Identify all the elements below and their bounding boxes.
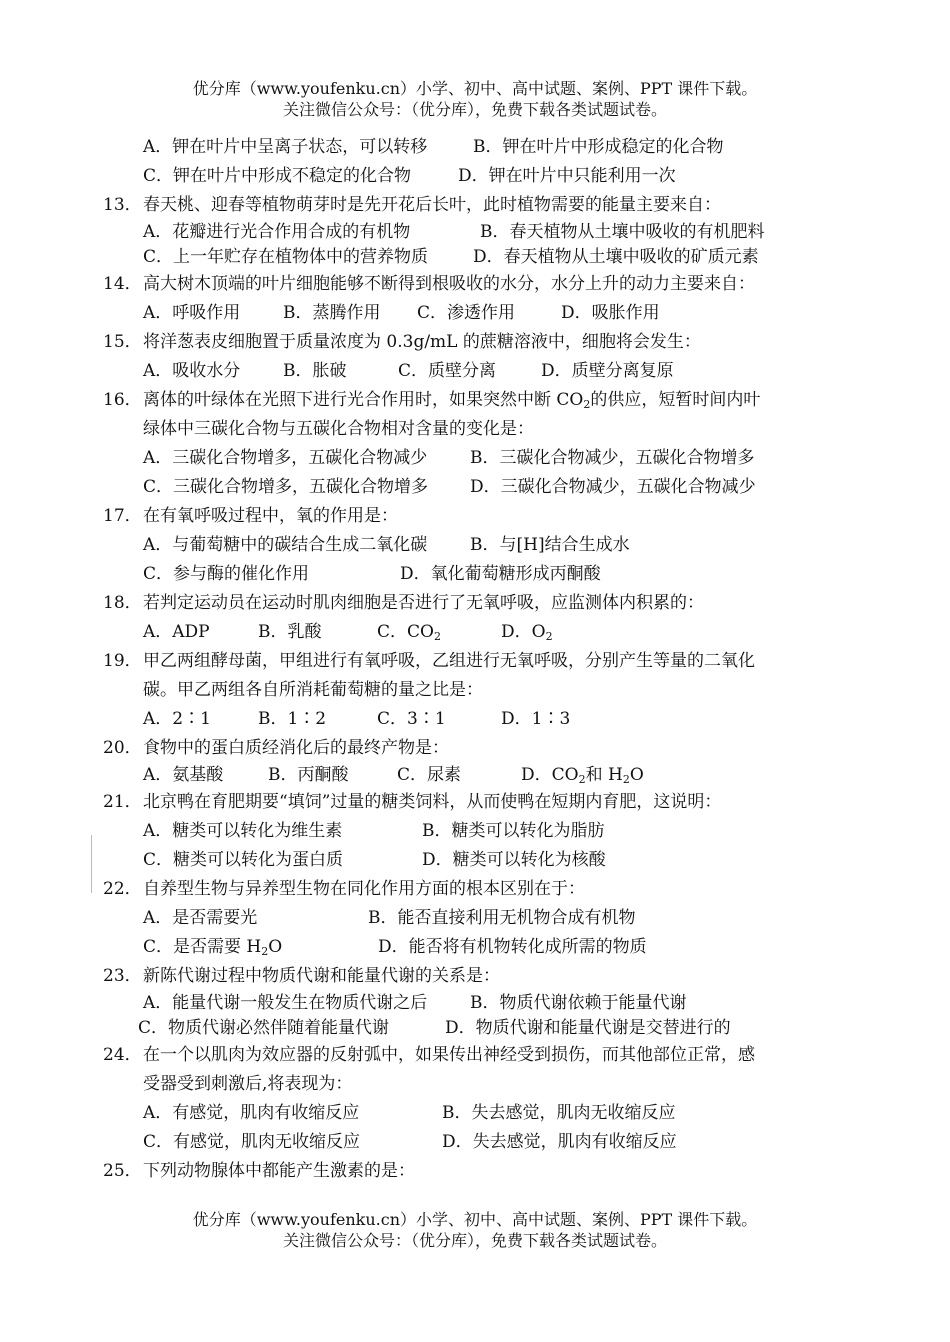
q13-options-row-1 (0, 220, 950, 245)
q18-option-d-text: D．O (501, 622, 546, 642)
q23-stem-row (0, 962, 950, 991)
q20-stem: 食物中的蛋白质经消化后的最终产物是： (143, 738, 449, 758)
q21-option-d: D．糖类可以转化为核酸 (422, 850, 606, 870)
q12-option-a: A．钾在叶片中呈离子状态，可以转移 (143, 137, 428, 157)
q12-option-d: D．钾在叶片中只能利用一次 (458, 166, 676, 186)
q22-option-c (143, 933, 282, 962)
q16-options-row-2 (0, 473, 950, 502)
q13-options-row-2 (0, 245, 950, 270)
q22-options-row-1 (0, 904, 950, 933)
q25-stem: 下列动物腺体中都能产生激素的是： (143, 1161, 415, 1181)
header-line-1: 优分库（www.youfenku.cn）小学、初中、高中试题、案例、PPT 课件下载。 (192, 79, 758, 98)
q18-option-b: B．乳酸 (258, 622, 322, 642)
q16-options-row-1 (0, 444, 950, 473)
q22-option-d: D．能否将有机物转化成所需的物质 (378, 937, 647, 957)
q22-option-b: B．能否直接利用无机物合成有机物 (368, 908, 636, 928)
q13-option-b: B．春天植物从土壤中吸收的有机肥料 (480, 222, 765, 242)
q16-stem-continued: 绿体中三碳化合物与五碳化合物相对含量的变化是： (143, 419, 534, 439)
q14-option-b: B．蒸腾作用 (283, 303, 381, 323)
q16-stem-subscript: 2 (583, 398, 591, 411)
q22-options-row-2 (0, 933, 950, 962)
footer-line-2: 关注微信公众号：（优分库），免费下载各类试题试卷。 (282, 1231, 667, 1250)
q16-option-c: C．三碳化合物增多，五碳化合物增多 (143, 477, 429, 497)
q17-option-b: B．与[H]结合生成水 (470, 535, 630, 555)
q13-number: 13． (103, 195, 142, 215)
q17-options-row-1 (0, 531, 950, 560)
q12-option-c: C．钾在叶片中形成不稳定的化合物 (143, 166, 412, 186)
q13-option-d: D．春天植物从土壤中吸收的矿质元素 (473, 247, 759, 267)
q17-option-d: D．氧化葡萄糖形成丙酮酸 (400, 564, 601, 584)
q24-stem-row (0, 1041, 950, 1070)
q18-option-a: A．ADP (143, 622, 210, 642)
q19-stem-continued: 碳。甲乙两组各自所消耗葡萄糖的量之比是： (143, 680, 483, 700)
q18-stem-row (0, 589, 950, 618)
q19-stem-row-2 (0, 676, 950, 705)
q20-options-row (0, 763, 950, 788)
q20-option-b: B．丙酮酸 (268, 765, 349, 785)
q20-option-d-part-1: D．CO (521, 765, 579, 785)
page-footer (0, 1209, 950, 1251)
q24-option-b: B．失去感觉，肌肉无收缩反应 (442, 1103, 676, 1123)
q15-option-a: A．吸收水分 (143, 361, 241, 381)
q20-option-d-part-3: O (629, 765, 644, 785)
q24-stem: 在一个以肌肉为效应器的反射弧中，如果传出神经受到损伤，而其他部位正常，感 (143, 1045, 755, 1065)
q20-number: 20． (103, 738, 142, 758)
q17-options-row-2 (0, 560, 950, 589)
q21-options-row-1 (0, 817, 950, 846)
q18-option-d-subscript: 2 (545, 630, 553, 643)
q13-stem-row (0, 191, 950, 220)
q20-option-a: A．氨基酸 (143, 765, 224, 785)
q13-option-c: C．上一年贮存在植物体中的营养物质 (143, 247, 429, 267)
q24-options-row-2 (0, 1128, 950, 1157)
q19-stem-row (0, 647, 950, 676)
q18-stem: 若判定运动员在运动时肌肉细胞是否进行了无氧呼吸，应监测体内积累的： (143, 593, 704, 613)
q16-option-a: A．三碳化合物增多，五碳化合物减少 (143, 448, 428, 468)
q19-option-b: B．1∶2 (258, 709, 327, 729)
q24-option-c: C．有感觉，肌肉无收缩反应 (143, 1132, 361, 1152)
q24-stem-row-2 (0, 1070, 950, 1099)
q25-stem-row (0, 1157, 950, 1186)
q18-number: 18． (103, 593, 142, 613)
q19-option-a: A．2∶1 (143, 709, 211, 729)
q15-option-b: B．胀破 (283, 361, 347, 381)
q21-option-c: C．糖类可以转化为蛋白质 (143, 850, 344, 870)
q13-stem: 春天桃、迎春等植物萌芽时是先开花后长叶，此时植物需要的能量主要来自： (143, 195, 721, 215)
q19-option-c: C．3∶1 (377, 709, 446, 729)
q18-option-c-subscript: 2 (433, 630, 441, 643)
q14-number: 14． (103, 274, 142, 294)
q14-option-d: D．吸胀作用 (561, 303, 660, 323)
q22-number: 22． (103, 879, 142, 899)
q20-option-d-subscript-1: 2 (578, 773, 586, 786)
q12-options-row-2 (0, 162, 950, 191)
q22-option-c-subscript: 2 (261, 945, 269, 958)
q17-stem: 在有氧呼吸过程中，氧的作用是： (143, 506, 398, 526)
q19-stem: 甲乙两组酵母菌，甲组进行有氧呼吸，乙组进行无氧呼吸，分别产生等量的二氧化 (143, 651, 755, 671)
q15-option-d: D．质壁分离复原 (541, 361, 674, 381)
q19-number: 19． (103, 651, 142, 671)
q20-stem-row (0, 734, 950, 763)
q23-option-c: C．物质代谢必然伴随着能量代谢 (138, 1018, 390, 1038)
q16-number: 16． (103, 390, 142, 410)
q24-options-row-1 (0, 1099, 950, 1128)
q14-options-row (0, 299, 950, 328)
q23-option-d: D．物质代谢和能量代谢是交替进行的 (445, 1018, 731, 1038)
q22-option-a: A．是否需要光 (143, 908, 258, 928)
q17-option-c: C．参与酶的催化作用 (143, 564, 310, 584)
q16-stem-part-1: 离体的叶绿体在光照下进行光合作用时，如果突然中断 CO (143, 390, 584, 410)
q23-stem: 新陈代谢过程中物质代谢和能量代谢的关系是： (143, 966, 500, 986)
q12-options-row-1 (0, 133, 950, 162)
q20-option-d (521, 763, 644, 788)
q15-stem-row (0, 328, 950, 357)
q24-option-d: D．失去感觉，肌肉有收缩反应 (442, 1132, 677, 1152)
q18-options-row (0, 618, 950, 647)
q22-stem: 自养型生物与异养型生物在同化作用方面的根本区别在于： (143, 879, 585, 899)
q24-option-a: A．有感觉，肌肉有收缩反应 (143, 1103, 360, 1123)
q15-options-row (0, 357, 950, 386)
q22-stem-row (0, 875, 950, 904)
q23-number: 23． (103, 966, 142, 986)
q18-option-c (377, 618, 441, 647)
q23-option-a: A．能量代谢一般发生在物质代谢之后 (143, 993, 428, 1013)
q17-option-a: A．与葡萄糖中的碳结合生成二氧化碳 (143, 535, 428, 555)
q16-stem-part-2: 的供应，短暂时间内叶 (590, 390, 761, 410)
q16-stem (143, 386, 760, 415)
question-list (0, 133, 950, 1186)
q16-stem-row-2 (0, 415, 950, 444)
q15-number: 15． (103, 332, 142, 352)
q21-stem-row (0, 788, 950, 817)
q18-option-d (501, 618, 553, 647)
q15-stem: 将洋葱表皮细胞置于质量浓度为 0.3g/mL 的蔗糖溶液中，细胞将会发生： (143, 332, 701, 352)
q23-options-row-2 (0, 1016, 950, 1041)
q16-option-b: B．三碳化合物减少，五碳化合物增多 (470, 448, 755, 468)
q20-option-c: C．尿素 (397, 765, 462, 785)
q15-option-c: C．质壁分离 (398, 361, 497, 381)
q18-option-c-text: C．CO (377, 622, 434, 642)
q14-stem-row (0, 270, 950, 299)
q13-option-a: A．花瓣进行光合作用合成的有机物 (143, 222, 411, 242)
q21-options-row-2 (0, 846, 950, 875)
q21-option-b: B．糖类可以转化为脂肪 (422, 821, 605, 841)
q19-options-row (0, 705, 950, 734)
footer-line-1: 优分库（www.youfenku.cn）小学、初中、高中试题、案例、PPT 课件下载。 (192, 1210, 758, 1229)
q23-option-b: B．物质代谢依赖于能量代谢 (470, 993, 687, 1013)
page-header (0, 78, 950, 120)
q25-number: 25． (103, 1161, 142, 1181)
q17-stem-row (0, 502, 950, 531)
q24-stem-continued: 受器受到刺激后,将表现为： (143, 1074, 353, 1094)
header-line-2: 关注微信公众号：（优分库），免费下载各类试题试卷。 (282, 100, 667, 119)
q19-option-d: D．1∶3 (501, 709, 571, 729)
q21-number: 21． (103, 792, 142, 812)
q22-option-c-part-1: C．是否需要 H (143, 937, 262, 957)
q21-stem: 北京鸭在育肥期要“填饲”过量的糖类饲料，从而使鸭在短期内育肥，这说明： (143, 792, 722, 812)
q21-option-a: A．糖类可以转化为维生素 (143, 821, 343, 841)
q14-option-a: A．呼吸作用 (143, 303, 241, 323)
q16-stem-row (0, 386, 950, 415)
q20-option-d-subscript-2: 2 (622, 773, 630, 786)
q22-option-c-part-2: O (268, 937, 283, 957)
q23-options-row-1 (0, 991, 950, 1016)
q24-number: 24． (103, 1045, 142, 1065)
q12-option-b: B．钾在叶片中形成稳定的化合物 (473, 137, 724, 157)
q16-option-d: D．三碳化合物减少，五碳化合物减少 (470, 477, 756, 497)
q17-number: 17． (103, 506, 142, 526)
q20-option-d-part-2: 和 H (585, 765, 623, 785)
q14-option-c: C．渗透作用 (417, 303, 516, 323)
q14-stem: 高大树木顶端的叶片细胞能够不断得到根吸收的水分，水分上升的动力主要来自： (143, 274, 755, 294)
